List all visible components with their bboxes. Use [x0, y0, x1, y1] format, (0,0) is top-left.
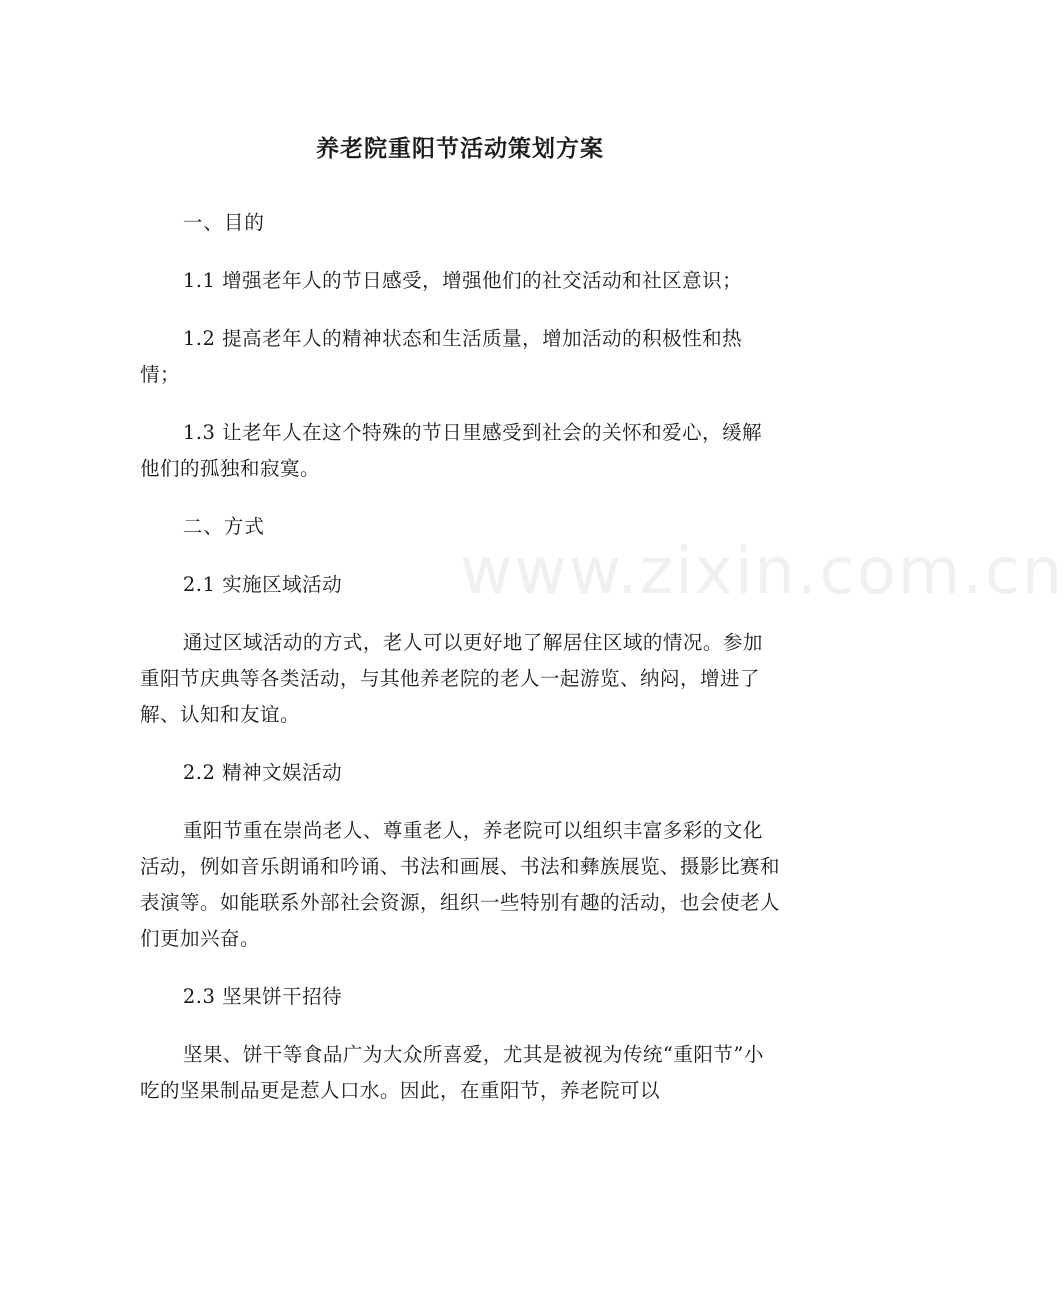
subheading-2-3: 2.3 坚果饼干招待	[182, 985, 343, 1008]
paragraph-1-1: 1.1 增强老年人的节日感受，增强他们的社交活动和社区意识；	[182, 269, 743, 292]
paragraph-2-1-body: 通过区域活动的方式，老人可以更好地了解居住区域的情况。参加重阳节庆典等各类活动，与其他养老院的老人一起游览、纳闷，增进了解、认知和友谊。	[140, 631, 763, 726]
watermark: www.zixin.com.cn	[460, 535, 1064, 609]
section-heading-purpose: 一、目的	[182, 211, 265, 234]
paragraph-2-2-body: 重阳节重在崇尚老人、尊重老人，养老院可以组织丰富多彩的文化活动，例如音乐朗诵和吟诵、书法和画展、书法和彝族展览、摄影比赛和表演等。如能联系外部社会资源，组织一些特别有趣的活动，也会使老人们更加兴奋。	[140, 819, 781, 950]
document-title: 养老院重阳节活动策划方案	[316, 136, 604, 162]
paragraph-1-2: 1.2 提高老年人的精神状态和生活质量，增加活动的积极性和热情；	[140, 327, 743, 386]
subheading-2-1: 2.1 实施区域活动	[182, 573, 343, 596]
document-body	[140, 205, 780, 1131]
paragraph-2-3-body: 坚果、饼干等食品广为大众所喜爱，尤其是被视为传统“重阳节”小吃的坚果制品更是惹人口水。因此，在重阳节，养老院可以	[140, 1043, 764, 1102]
section-heading-method: 二、方式	[182, 515, 265, 538]
subheading-2-2: 2.2 精神文娱活动	[182, 761, 343, 784]
paragraph-1-3: 1.3 让老年人在这个特殊的节日里感受到社会的关怀和爱心，缓解他们的孤独和寂寞。	[140, 421, 763, 480]
